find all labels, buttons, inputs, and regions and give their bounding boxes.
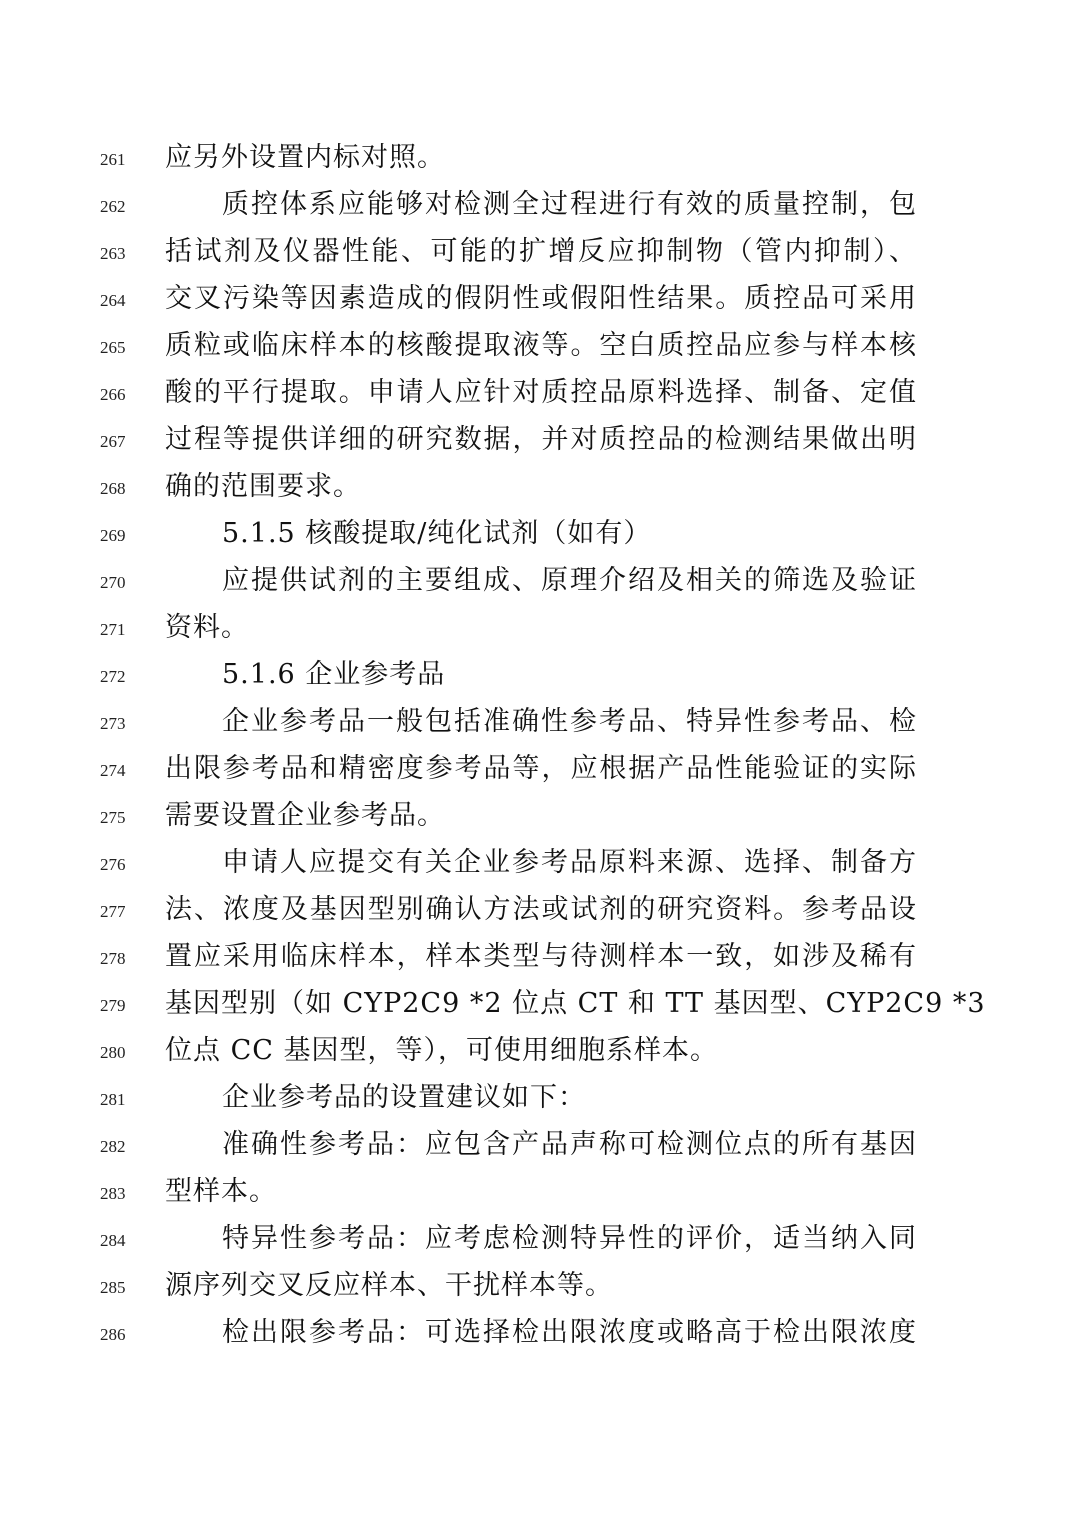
line-number: 261 — [100, 150, 126, 169]
document-line — [0, 514, 1080, 561]
line-text: 确的范围要求。 — [165, 471, 361, 502]
document-line — [0, 138, 1080, 185]
line-number: 281 — [100, 1090, 126, 1109]
line-text: 应另外设置内标对照。 — [165, 142, 445, 173]
document-line — [0, 1125, 1080, 1172]
line-number: 267 — [100, 432, 126, 451]
line-number: 268 — [100, 479, 126, 498]
line-text: 酸的平行提取。申请人应针对质控品原料选择、制备、定值 — [165, 377, 917, 408]
line-text: 特异性参考品：应考虑检测特异性的评价，适当纳入同 — [222, 1223, 917, 1254]
line-text: 置应采用临床样本，样本类型与待测样本一致，如涉及稀有 — [165, 941, 917, 972]
line-text: 型样本。 — [165, 1176, 277, 1207]
document-line — [0, 796, 1080, 843]
line-number: 278 — [100, 949, 126, 968]
line-text: 交叉污染等因素造成的假阴性或假阳性结果。质控品可采用 — [165, 283, 917, 314]
line-number: 265 — [100, 338, 126, 357]
line-text: 资料。 — [165, 612, 249, 643]
line-number: 271 — [100, 620, 126, 639]
line-text: 企业参考品的设置建议如下： — [222, 1082, 586, 1113]
line-number: 266 — [100, 385, 126, 404]
line-text: 应提供试剂的主要组成、原理介绍及相关的筛选及验证 — [222, 565, 917, 596]
line-number: 273 — [100, 714, 126, 733]
document-line — [0, 702, 1080, 749]
document-line — [0, 561, 1080, 608]
document-line — [0, 326, 1080, 373]
line-number: 277 — [100, 902, 126, 921]
document-line — [0, 749, 1080, 796]
document-line — [0, 843, 1080, 890]
line-number: 274 — [100, 761, 126, 780]
document-line — [0, 373, 1080, 420]
line-number: 279 — [100, 996, 126, 1015]
document-line — [0, 232, 1080, 279]
line-text: 企业参考品一般包括准确性参考品、特异性参考品、检 — [222, 706, 917, 737]
line-text: 括试剂及仪器性能、可能的扩增反应抑制物（管内抑制）、 — [165, 236, 917, 267]
line-text: 申请人应提交有关企业参考品原料来源、选择、制备方 — [222, 847, 917, 878]
line-number: 263 — [100, 244, 126, 263]
document-line — [0, 1078, 1080, 1125]
document-line — [0, 1172, 1080, 1219]
document-line — [0, 1266, 1080, 1313]
document-line — [0, 984, 1080, 1031]
document-line — [0, 1031, 1080, 1078]
line-number: 282 — [100, 1137, 126, 1156]
line-number: 276 — [100, 855, 126, 874]
document-line — [0, 279, 1080, 326]
line-number: 272 — [100, 667, 126, 686]
line-number: 275 — [100, 808, 126, 827]
line-text: 质控体系应能够对检测全过程进行有效的质量控制，包 — [222, 189, 917, 220]
section-heading-5-1-5: 5.1.5 核酸提取/纯化试剂（如有） — [222, 518, 652, 549]
line-text: 过程等提供详细的研究数据，并对质控品的检测结果做出明 — [165, 424, 917, 455]
line-number: 283 — [100, 1184, 126, 1203]
line-number: 284 — [100, 1231, 126, 1250]
document-line — [0, 655, 1080, 702]
line-text: 位点 CC 基因型，等），可使用细胞系样本。 — [165, 1035, 718, 1066]
document-line — [0, 608, 1080, 655]
line-number: 269 — [100, 526, 126, 545]
line-number: 286 — [100, 1325, 126, 1344]
document-line — [0, 420, 1080, 467]
line-text: 基因型别（如 CYP2C9 *2 位点 CT 和 TT 基因型、CYP2C9 *3 — [165, 988, 986, 1019]
line-text: 源序列交叉反应样本、干扰样本等。 — [165, 1270, 613, 1301]
line-number: 262 — [100, 197, 126, 216]
line-text: 法、浓度及基因型别确认方法或试剂的研究资料。参考品设 — [165, 894, 917, 925]
section-heading-5-1-6: 5.1.6 企业参考品 — [222, 659, 446, 690]
document-line — [0, 937, 1080, 984]
line-text: 出限参考品和精密度参考品等，应根据产品性能验证的实际 — [165, 753, 917, 784]
line-number: 285 — [100, 1278, 126, 1297]
document-line — [0, 1313, 1080, 1360]
line-text: 需要设置企业参考品。 — [165, 800, 445, 831]
document-line — [0, 185, 1080, 232]
line-number: 264 — [100, 291, 126, 310]
document-line — [0, 1219, 1080, 1266]
line-number: 280 — [100, 1043, 126, 1062]
line-text: 检出限参考品：可选择检出限浓度或略高于检出限浓度 — [222, 1317, 917, 1348]
line-number: 270 — [100, 573, 126, 592]
line-text: 质粒或临床样本的核酸提取液等。空白质控品应参与样本核 — [165, 330, 917, 361]
document-line — [0, 890, 1080, 937]
line-text: 准确性参考品：应包含产品声称可检测位点的所有基因 — [222, 1129, 917, 1160]
document-line — [0, 467, 1080, 514]
